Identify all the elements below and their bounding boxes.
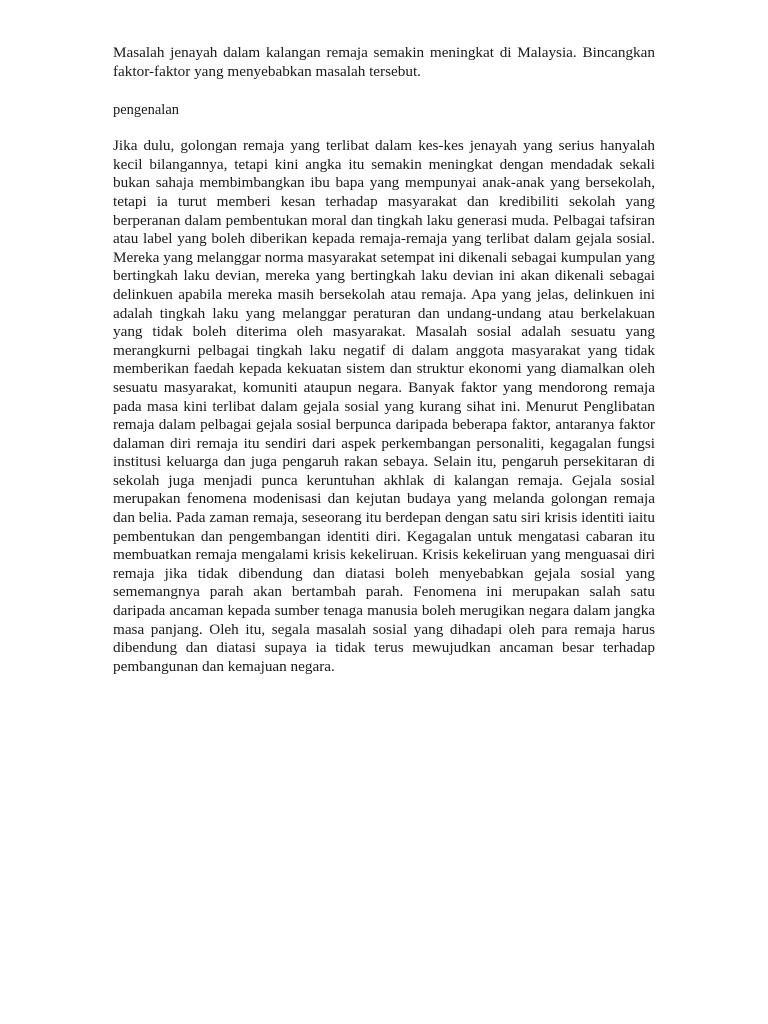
document-page [113, 44, 655, 676]
section-heading: pengenalan [113, 102, 180, 119]
body-paragraph: Jika dulu, golongan remaja yang terlibat dalam kes-kes jenayah yang serius hanyalah kecil bilangannya, tetapi kini angka itu semakin meningkat dengan mendadak sekali bukan sahaja membimbangkan ibu bapa yang mempunyai anak-anak yang bersekolah, tetapi ia turut memberi kesan terhadap masyarakat dan kredibiliti sekolah yang berperanan dalam pembentukan moral dan tingkah laku generasi muda. Pelbagai tafsiran atau label yang boleh diberikan kepada remaja-remaja yang terlibat dalam gejala sosial. Mereka yang melanggar norma masyarakat setempat ini dikenali sebagai kumpulan yang bertingkah laku devian, mereka yang bertingkah laku devian ini akan dikenali sebagai delinkuen apabila mereka masih bersekolah atau remaja. Apa yang jelas, delinkuen ini adalah tingkah laku yang melanggar peraturan dan undang-undang atau berkelakuan yang tidak boleh diterima oleh masyarakat. Masalah sosial adalah sesuatu yang merangkurni pelbagai tingkah laku negatif di dalam anggota masyarakat yang tidak memberikan faedah kepada kekuatan sistem dan struktur ekonomi yang diamalkan oleh sesuatu masyarakat, komuniti ataupun negara. Banyak faktor yang mendorong remaja pada masa kini terlibat dalam gejala sosial yang kurang sihat ini. Menurut Penglibatan remaja dalam pelbagai gejala sosial berpunca daripada beberapa faktor, antaranya faktor dalaman diri remaja itu sendiri dari aspek perkembangan personaliti, kegagalan fungsi institusi keluarga dan juga pengaruh rakan sebaya. Selain itu, pengaruh persekitaran di sekolah juga menjadi punca keruntuhan akhlak di kalangan remaja. Gejala sosial merupakan fenomena modenisasi dan kejutan budaya yang melanda golongan remaja dan belia. Pada zaman remaja, seseorang itu berdepan dengan satu siri krisis identiti iaitu pembentukan dan pengembangan identiti diri. Kegagalan untuk mengatasi cabaran itu membuatkan remaja mengalami krisis kekeliruan. Krisis kekeliruan yang menguasai diri remaja jika tidak dibendung dan diatasi boleh menyebabkan gejala sosial yang sememangnya parah akan bertambah parah. Fenomena ini merupakan salah satu daripada ancaman kepada sumber tenaga manusia boleh merugikan negara dalam jangka masa panjang. Oleh itu, segala masalah sosial yang dihadapi oleh para remaja harus dibendung dan diatasi supaya ia tidak terus mewujudkan ancaman besar terhadap pembangunan dan kemajuan negara. [113, 137, 655, 675]
essay-question: Masalah jenayah dalam kalangan remaja semakin meningkat di Malaysia. Bincangkan faktor-faktor yang menyebabkan masalah tersebut. [113, 44, 655, 80]
